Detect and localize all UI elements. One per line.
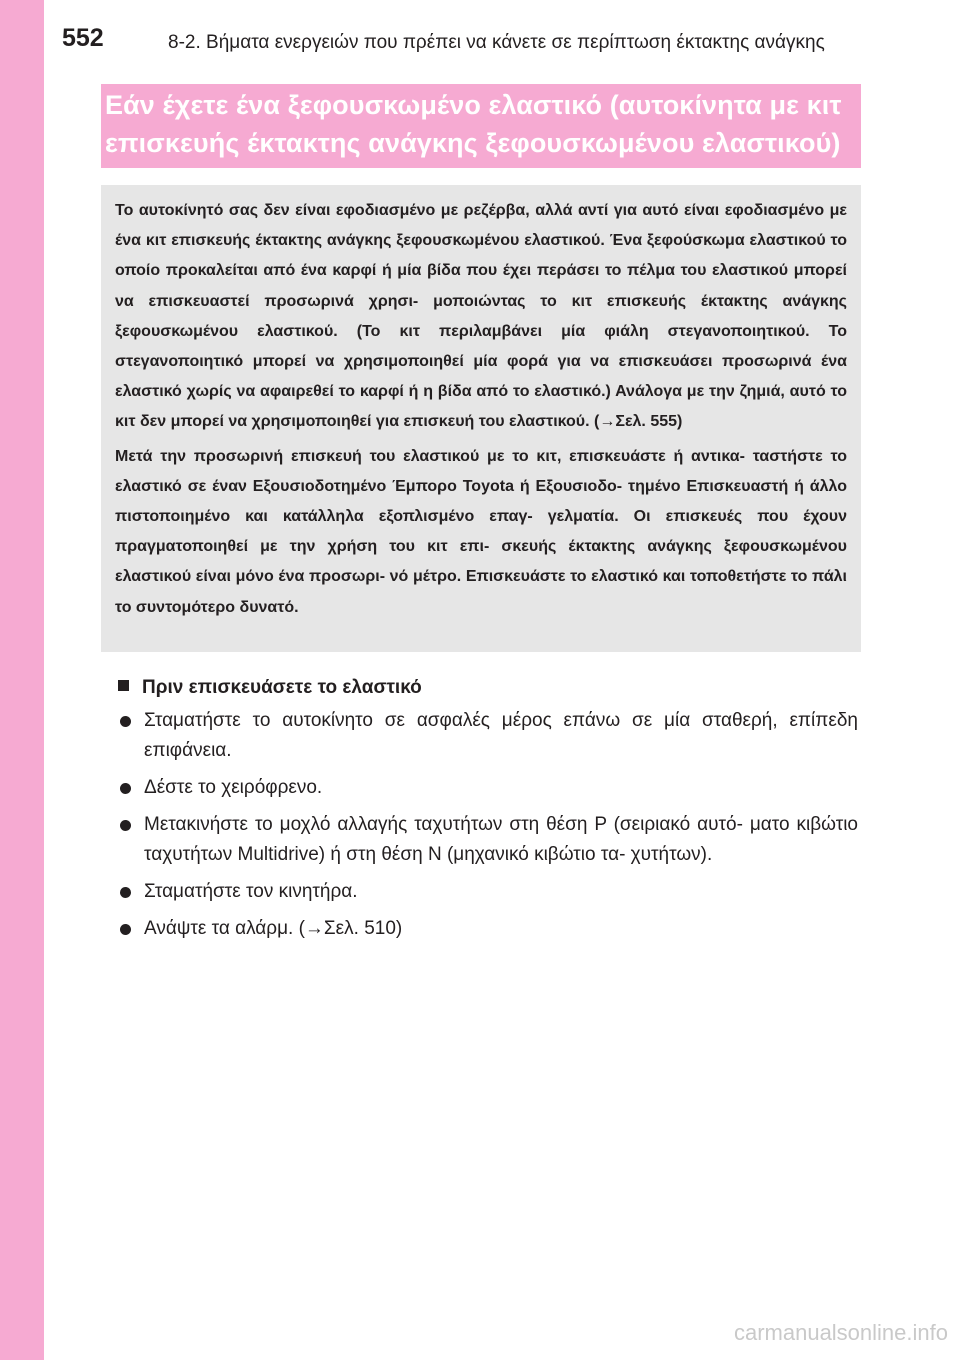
round-bullet-icon bbox=[120, 820, 131, 831]
before-repair-list bbox=[118, 706, 858, 951]
section-title-line-1: Εάν έχετε ένα ξεφουσκωμένο ελαστικό (αυτοκίνητα με κιτ bbox=[105, 90, 842, 120]
list-item: Μετακινήστε το μοχλό αλλαγής ταχυτήτων στη θέση P (σειριακό αυτό- ματο κιβώτιο ταχυτήτων Multidrive) ή στη θέση N (μηχανικό κιβώτιο τα- χυτήτων). bbox=[118, 810, 858, 870]
section-title bbox=[101, 84, 861, 168]
info-paragraph-1: Το αυτοκίνητό σας δεν είναι εφοδιασμένο με ρεζέρβα, αλλά αντί για αυτό είναι εφοδιασμένο με ένα κιτ επισκευής έκτακτης ανάγκης ξεφουσκωμένου ελαστικού. Ένα ξεφούσκωμα ελαστικού το οποίο προκαλείται από ένα καρφί ή μία βίδα που έχει περάσει το πέλμα του ελαστικού μπορεί να επισκευαστεί προσωρινά χρησι- μοποιώντας το κιτ επισκευής έκτακτης ανάγκης ξεφουσκωμένου ελαστικού. (Το κιτ περιλαμβάνει μία φιάλη στεγανοποιητικού. Το στεγανοποιητικό μπορεί να χρησιμοποιηθεί μία φορά για να επισκευάσει προσωρινά ένα ελαστικό χωρίς να αφαιρεθεί το καρφί ή η βίδα από το ελαστικό.) Ανάλογα με την ζημιά, αυτό το κιτ δεν μπορεί να χρησιμοποιηθεί για επισκευή του ελαστικού. (→Σελ. 555) bbox=[115, 202, 847, 431]
list-item: Ανάψτε τα αλάρμ. (→Σελ. 510) bbox=[118, 914, 858, 944]
square-bullet-icon bbox=[118, 680, 129, 691]
page-number: 552 bbox=[62, 24, 104, 52]
before-repair-heading bbox=[118, 677, 422, 699]
list-item: Δέστε το χειρόφρενο. bbox=[118, 773, 858, 803]
round-bullet-icon bbox=[120, 783, 131, 794]
round-bullet-icon bbox=[120, 924, 131, 935]
running-header: 8-2. Βήματα ενεργειών που πρέπει να κάνετε σε περίπτωση έκτακτης ανάγκης bbox=[168, 32, 825, 53]
info-box bbox=[101, 185, 861, 652]
info-paragraph-2: Μετά την προσωρινή επισκευή του ελαστικού με το κιτ, επισκευάστε ή αντικα- ταστήστε το ελαστικό σε έναν Εξουσιοδοτημένο Έμπορο Toyota ή Εξουσιοδο- τημένο Επισκευαστή ή άλλο πιστοποιημένο και κατάλληλα εξοπλισμένο επαγ- γελματία. Οι επισκευές που έχουν πραγματοποιηθεί με την χρήση του κιτ επι- σκευής έκτακτης ανάγκης ξεφουσκωμένου ελαστικού είναι μόνο ένα προσωρι- νό μέτρο. Επισκευάστε το ελαστικό και τοποθετήστε το πάλι το συντομότερο δυνατό. bbox=[115, 447, 847, 616]
list-item: Σταματήστε τον κινητήρα. bbox=[118, 877, 858, 907]
list-item: Σταματήστε το αυτοκίνητο σε ασφαλές μέρος επάνω σε μία σταθερή, επίπεδη επιφάνεια. bbox=[118, 706, 858, 766]
before-repair-heading-text: Πριν επισκευάσετε το ελαστικό bbox=[142, 677, 422, 698]
watermark: carmanualsonline.info bbox=[733, 1320, 948, 1345]
round-bullet-icon bbox=[120, 716, 131, 727]
section-title-line-2: επισκευής έκτακτης ανάγκης ξεφουσκωμένου ελαστικού) bbox=[105, 128, 841, 158]
left-color-band bbox=[0, 0, 44, 1360]
round-bullet-icon bbox=[120, 887, 131, 898]
